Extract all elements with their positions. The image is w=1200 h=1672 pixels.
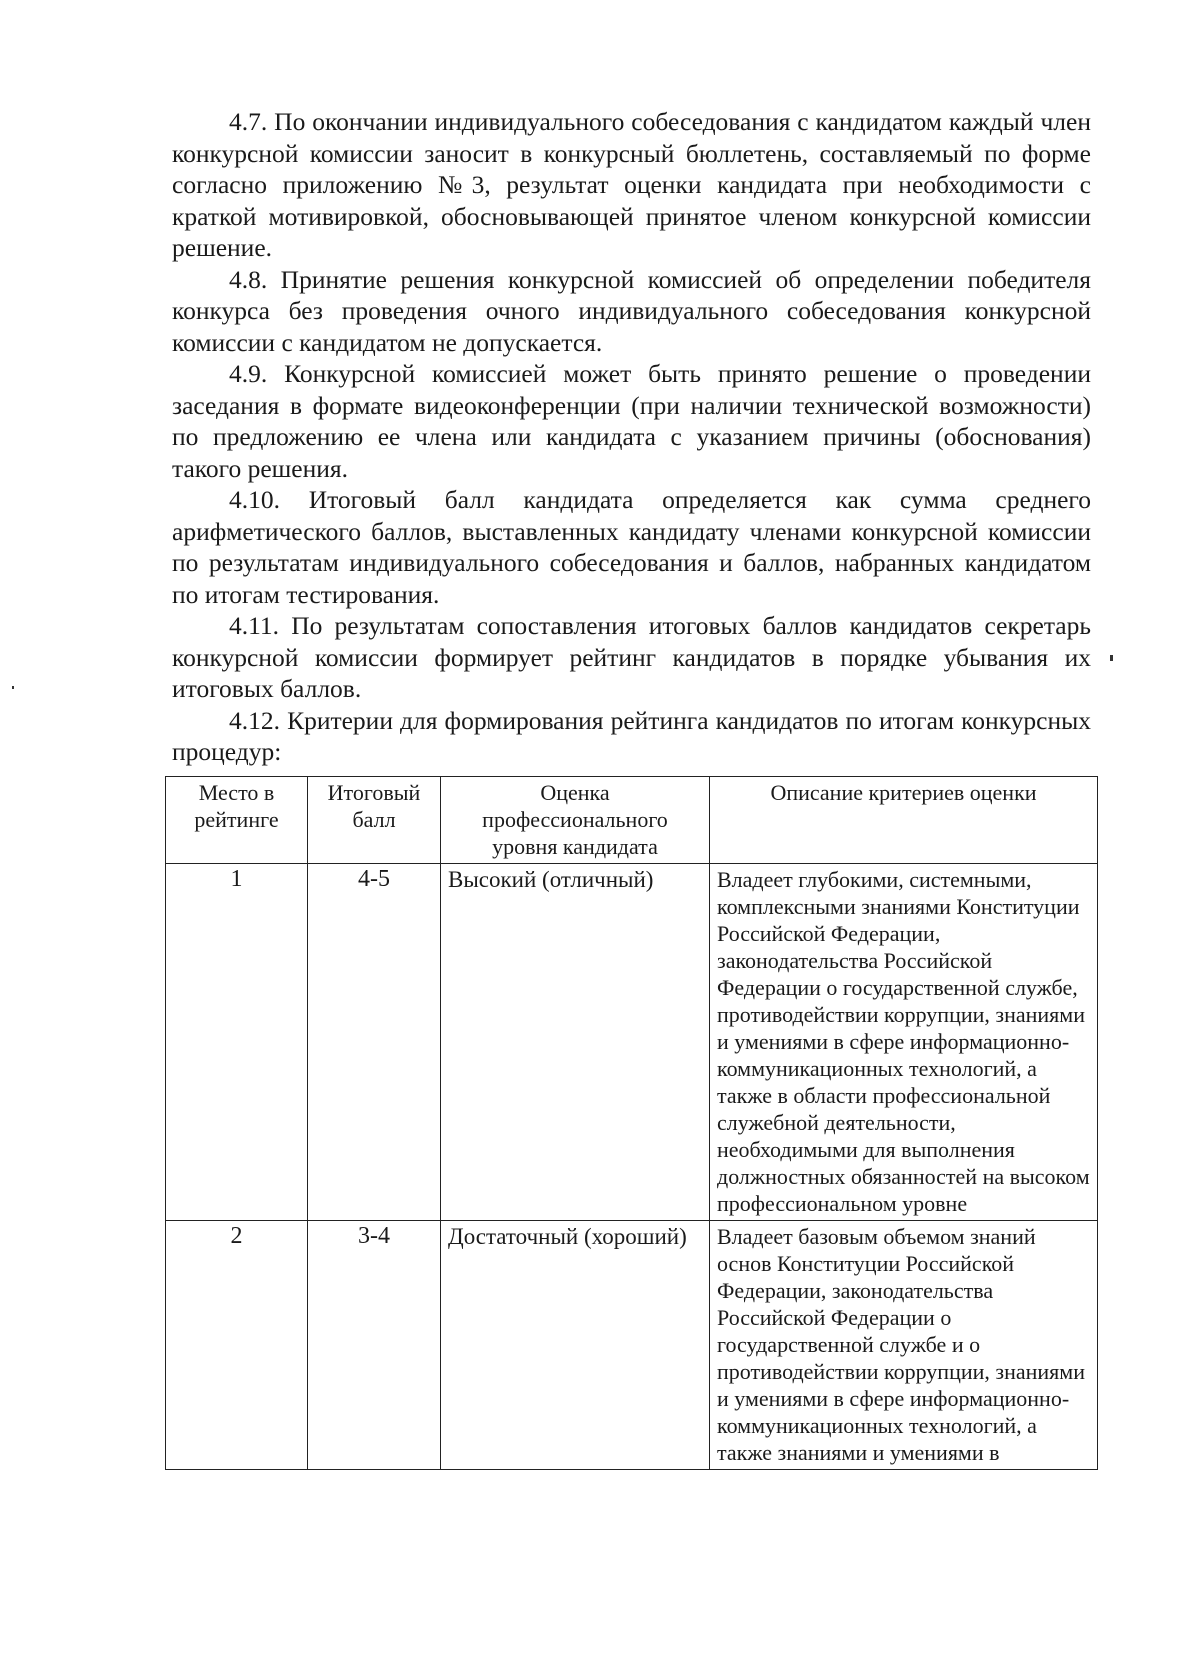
document-body: [172, 106, 1091, 768]
cell-place: 1: [166, 864, 308, 1221]
table-header-row: [166, 777, 1098, 864]
rating-criteria-table: [165, 776, 1098, 1470]
header-description: Описание критериев оценки: [710, 777, 1098, 864]
table-row: [166, 1221, 1098, 1470]
paragraph-4-10: 4.10. Итоговый балл кандидата определяется как сумма среднего арифметического баллов, выставленных кандидату членами конкурсной комиссии по результатам индивидуального собеседования и баллов, набранных кандидатом по итогам тестирования.: [172, 485, 1091, 609]
paragraph-4-9: 4.9. Конкурсной комиссией может быть принято решение о проведении заседания в формате видеоконференции (при наличии технической возможности) по предложению ее члена или кандидата с указанием причины (обоснования) такого решения.: [172, 359, 1091, 483]
cell-level: Достаточный (хороший): [441, 1221, 710, 1470]
header-place: Место в рейтинге: [166, 777, 308, 864]
cell-level: Высокий (отличный): [441, 864, 710, 1221]
cell-score: 4-5: [308, 864, 441, 1221]
paragraph-4-12: 4.12. Критерии для формирования рейтинга кандидатов по итогам конкурсных процедур:: [172, 705, 1091, 766]
paragraph-4-8: 4.8. Принятие решения конкурсной комиссией об определении победителя конкурса без проведения очного индивидуального собеседования конкурсной комиссии с кандидатом не допускается.: [172, 264, 1091, 357]
table-row: [166, 864, 1098, 1221]
paragraph-4-7: 4.7. По окончании индивидуального собеседования с кандидатом каждый член конкурсной комиссии заносит в конкурсный бюллетень, составляемый по форме согласно приложению №3, результат оценки кандидата при необходимости с краткой мотивировкой, обосновывающей принятое членом конкурсной комиссии решение.: [172, 107, 1091, 262]
cell-place: 2: [166, 1221, 308, 1470]
cell-description: Владеет глубокими, системными, комплексными знаниями Конституции Российской Федерации, законодательства Российской Федерации о государственной службе, противодействии коррупции, знаниями и умениями в сфере информационно-коммуникационных технологий, а также в области профессиональной служебной деятельности, необходимыми для выполнения должностных обязанностей на высоком профессиональном уровне: [710, 864, 1098, 1221]
header-score: Итоговый балл: [308, 777, 441, 864]
cell-score: 3-4: [308, 1221, 441, 1470]
cell-description: Владеет базовым объемом знаний основ Конституции Российской Федерации, законодательства Российской Федерации о государственной службе и о противодействии коррупции, знаниями и умениями в сфере информационно-коммуникационных технологий, а также знаниями и умениями в: [710, 1221, 1098, 1470]
paragraph-4-11: 4.11. По результатам сопоставления итоговых баллов кандидатов секретарь конкурсной комиссии формирует рейтинг кандидатов в порядке убывания их итоговых баллов.: [172, 611, 1091, 703]
scan-speck: [12, 686, 14, 689]
header-level: Оценка профессионального уровня кандидата: [441, 777, 710, 864]
scan-speck: [1110, 655, 1113, 661]
